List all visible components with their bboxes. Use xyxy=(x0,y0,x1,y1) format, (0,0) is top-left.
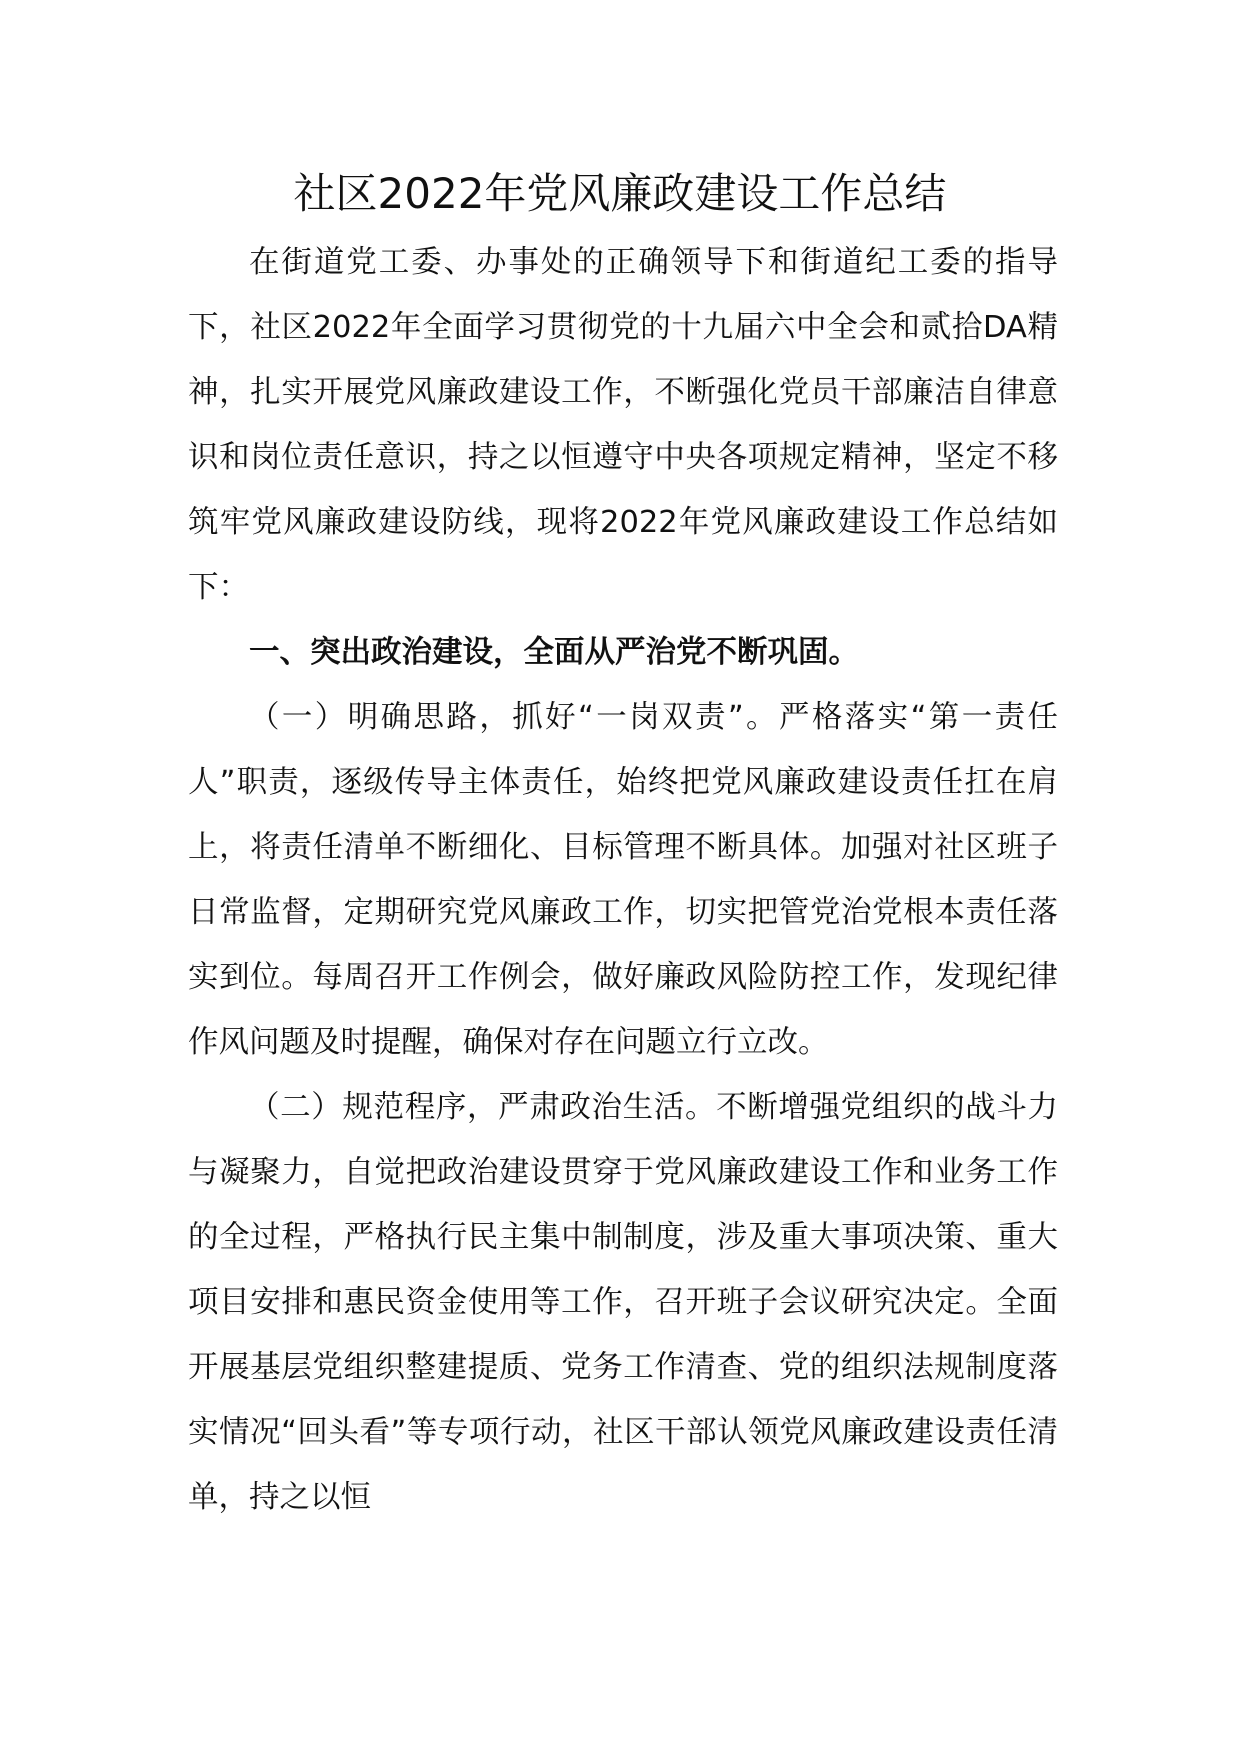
subsection-paragraph-2: （二）规范程序，严肃政治生活。不断增强党组织的战斗力与凝聚力，自觉把政治建设贯穿于党风廉政建设工作和业务工作的全过程，严格执行民主集中制制度，涉及重大事项决策、重大项目安排和惠民资金使用等工作，召开班子会议研究决定。全面开展基层党组织整建提质、党务工作清查、党的组织法规制度落实情况“回头看”等专项行动，社区干部认领党风廉政建设责任清单，持之以恒 xyxy=(188,1090,1058,1515)
document-title: 社区2022年党风廉政建设工作总结 xyxy=(293,169,947,218)
intro-paragraph: 在街道党工委、办事处的正确领导下和街道纪工委的指导下，社区2022年全面学习贯彻党的十九届六中全会和贰拾DA精神，扎实开展党风廉政建设工作，不断强化党员干部廉洁自律意识和岗位责任意识，持之以恒遵守中央各项规定精神，坚定不移筑牢党风廉政建设防线，现将2022年党风廉政建设工作总结如下： xyxy=(188,245,1058,605)
document-body xyxy=(188,230,1058,1530)
subsection-paragraph-1: （一）明确思路，抓好“一岗双责”。严格落实“第一责任人”职责，逐级传导主体责任，始终把党风廉政建设责任扛在肩上，将责任清单不断细化、目标管理不断具体。加强对社区班子日常监督，定期研究党风廉政工作，切实把管党治党根本责任落实到位。每周召开工作例会，做好廉政风险防控工作，发现纪律作风问题及时提醒，确保对存在问题立行立改。 xyxy=(188,700,1058,1060)
section-heading: 一、突出政治建设，全面从严治党不断巩固。 xyxy=(249,635,859,670)
